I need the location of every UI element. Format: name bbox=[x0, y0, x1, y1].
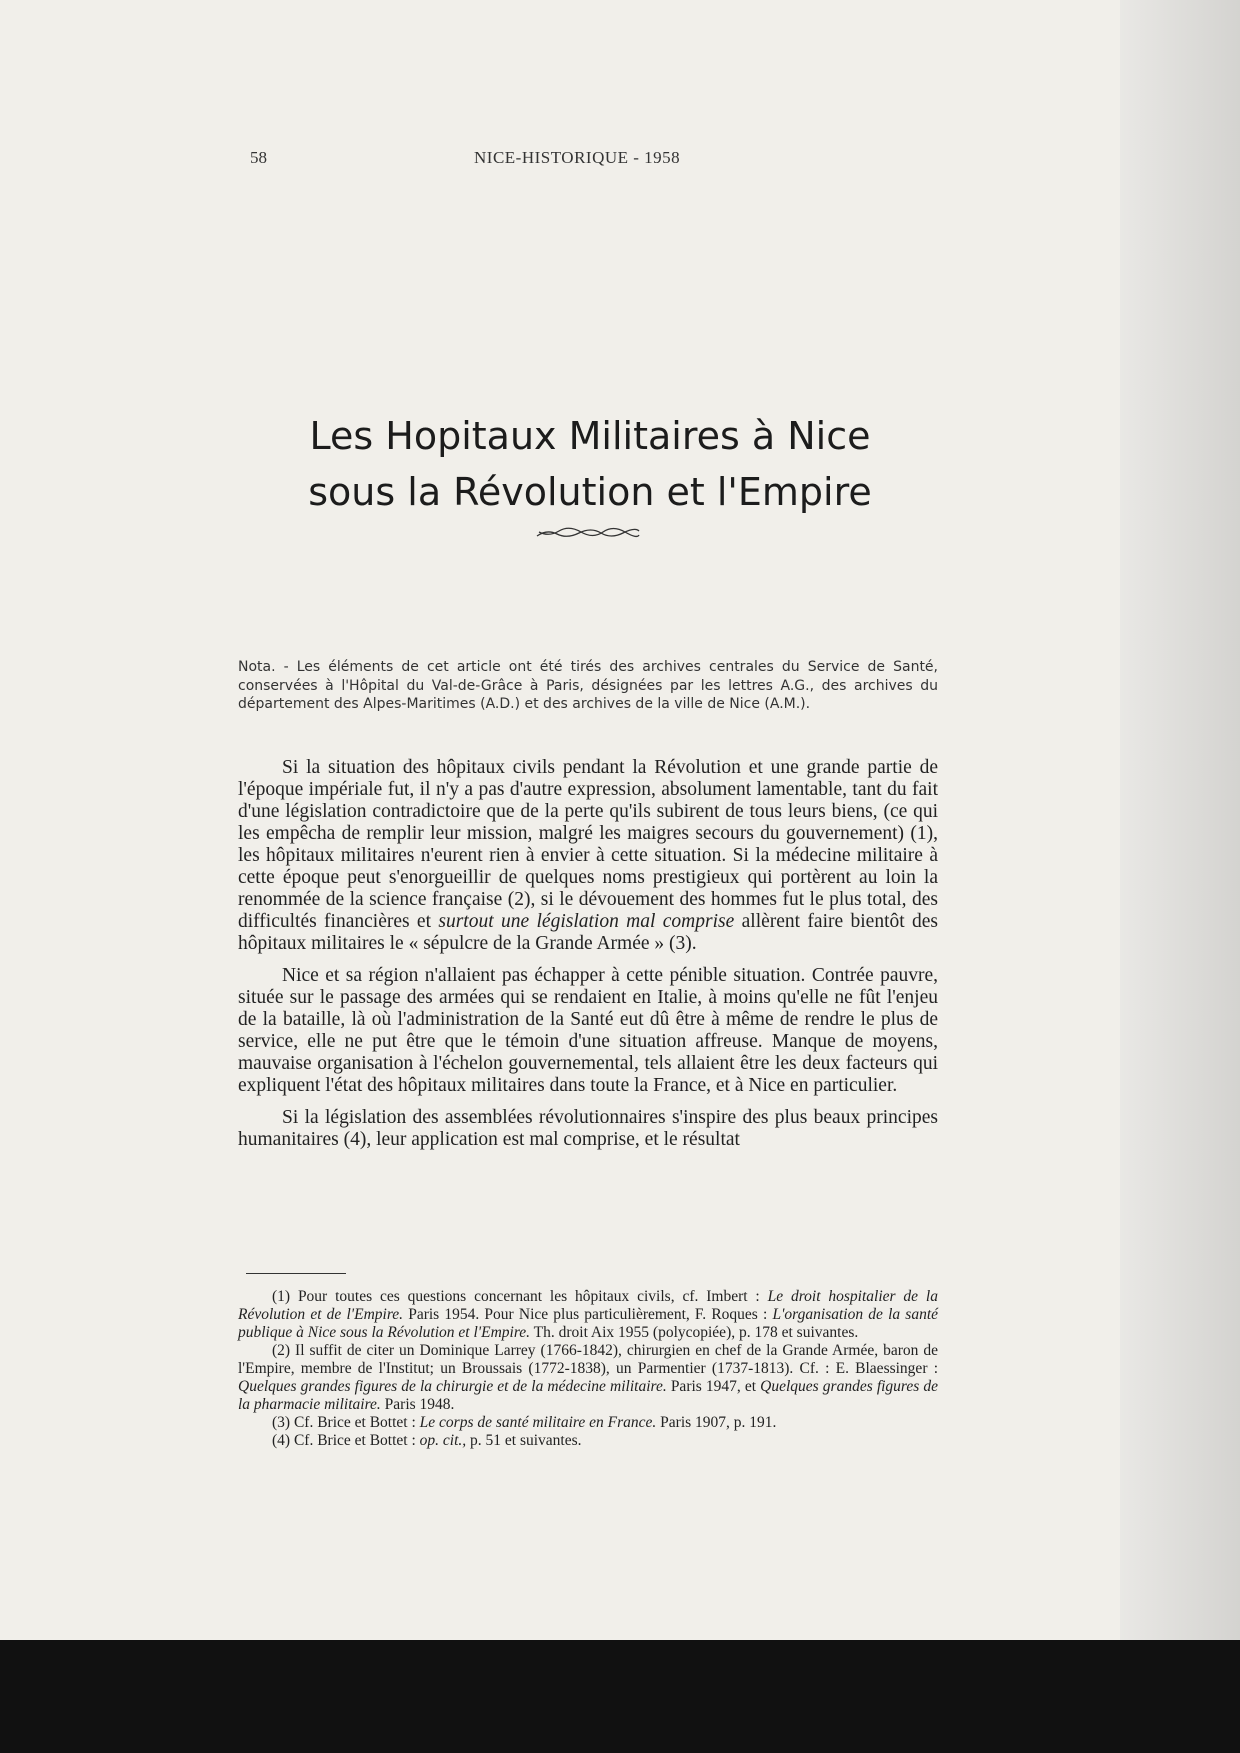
nota-paragraph: Nota. - Les éléments de cet article ont été tirés des archives centrales du Service de Santé, conservées à l'Hôpital du Val-de-Grâce à Paris, désignées par les lettres A.G., des archives du département des Alpes-Maritimes (A.D.) et des archives de la ville de Nice (A.M.). bbox=[238, 659, 938, 712]
title-line-2: sous la Révolution et l'Empire bbox=[308, 470, 872, 514]
footnotes bbox=[238, 1288, 938, 1450]
footnote: (3) Cf. Brice et Bottet : Le corps de santé militaire en France. Paris 1907, p. 191. bbox=[272, 1414, 777, 1431]
running-title: NICE-HISTORIQUE - 1958 bbox=[474, 148, 681, 167]
article-title bbox=[230, 408, 950, 520]
title-line-1: Les Hopitaux Militaires à Nice bbox=[309, 414, 871, 458]
footnote: (1) Pour toutes ces questions concernant les hôpitaux civils, cf. Imbert : Le droit hospitalier de la Révolution et de l'Empire. Paris 1954. Pour Nice plus particulièrement, F. Roques : L'organisation de la santé publique à Nice sous la Révolution et l'Empire. Th. droit Aix 1955 (polycopiée), p. 178 et suivantes. bbox=[238, 1288, 939, 1341]
scanner-background bbox=[0, 1640, 1240, 1753]
body-paragraph: Nice et sa région n'allaient pas échapper à cette pénible situation. Contrée pauvre, située sur le passage des armées qui se rendaient en Italie, à moins qu'elle ne fût l'enjeu de la bataille, là où l'administration de la Santé eut dû être à même de rendre le plus de service, elle ne put être que le témoin d'une situation affreuse. Manque de moyens, mauvaise organisation à l'échelon gouvernemental, tels allaient être les deux facteurs qui expliquent l'état des hôpitaux militaires dans toute la France, et à Nice en particulier. bbox=[238, 965, 938, 1096]
adjacent-page-edge bbox=[1120, 0, 1240, 1640]
page-number: 58 bbox=[250, 148, 267, 167]
footnote: (4) Cf. Brice et Bottet : op. cit., p. 51 et suivantes. bbox=[272, 1432, 582, 1449]
article-body bbox=[238, 757, 938, 1161]
footnote: (2) Il suffit de citer un Dominique Larrey (1766-1842), chirurgien en chef de la Grande Armée, baron de l'Empire, membre de l'Institut; un Broussais (1772-1838), un Parmentier (1737-1813). Cf. : E. Blaessinger : Quelques grandes figures de la chirurgie et de la médecine militaire. Paris 1947, et Quelques grandes figures de la pharmacie militaire. Paris 1948. bbox=[238, 1342, 939, 1413]
body-paragraph: Si la législation des assemblées révolutionnaires s'inspire des plus beaux principes humanitaires (4), leur application est mal comprise, et le résultat bbox=[238, 1107, 938, 1150]
title-ornament-icon bbox=[535, 526, 641, 540]
emphasis: surtout une législation mal comprise bbox=[438, 911, 735, 932]
page-header bbox=[250, 148, 720, 172]
body-paragraph: Si la situation des hôpitaux civils pendant la Révolution et une grande partie de l'époque impériale fut, il n'y a pas d'autre expression, absolument lamentable, tant du fait d'une législation contradictoire que de la perte qu'ils subirent de tous leurs biens, (ce qui les empêcha de remplir leur mission, malgré les maigres secours du gouvernement) (1), les hôpitaux militaires n'eurent rien à envier à cette situation. Si la médecine militaire à cette époque peut s'enorgueillir de quelques noms prestigieux qui portèrent au loin la renommée de la science française (2), si le dévouement des hommes fut le plus total, des difficultés financières et surtout une législation mal comprise allèrent faire bientôt des hôpitaux militaires le « sépulcre de la Grande Armée » (3). bbox=[238, 757, 939, 954]
footnote-divider bbox=[246, 1273, 346, 1274]
